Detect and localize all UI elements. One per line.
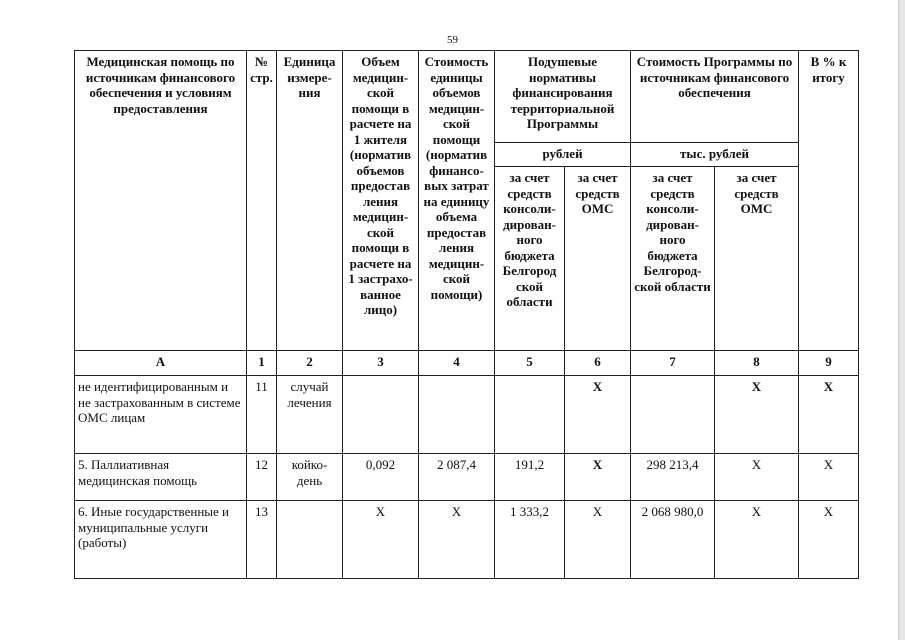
index-cell: 4 — [419, 351, 495, 376]
index-cell: 3 — [343, 351, 419, 376]
row-unit-cost: X — [419, 501, 495, 579]
index-cell: 9 — [799, 351, 859, 376]
header-col-5: за счет средств консоли-дирован-ного бюджета Белгород ской области — [495, 167, 565, 351]
row-per-capita-oms: X — [565, 454, 631, 501]
index-cell: 8 — [715, 351, 799, 376]
table-row — [75, 454, 859, 501]
row-volume — [343, 376, 419, 454]
row-cost-oms: X — [715, 501, 799, 579]
header-group-per-capita: Подушевые нормативы финансирования территориальной Программы — [495, 51, 631, 143]
header-col-a: Медицинская помощь по источникам финансового обеспечения и условиям предоставления — [75, 51, 247, 351]
row-cost-budget: 298 213,4 — [631, 454, 715, 501]
row-percent: X — [799, 501, 859, 579]
row-percent: X — [799, 376, 859, 454]
row-percent: X — [799, 454, 859, 501]
index-cell: 2 — [277, 351, 343, 376]
row-per-capita-budget: 191,2 — [495, 454, 565, 501]
header-col-2: Единица измере-ния — [277, 51, 343, 351]
header-unit-thousand-rubles: тыс. рублей — [631, 143, 799, 167]
row-per-capita-budget — [495, 376, 565, 454]
row-cost-budget: 2 068 980,0 — [631, 501, 715, 579]
row-per-capita-oms: X — [565, 501, 631, 579]
index-cell: 1 — [247, 351, 277, 376]
row-unit — [277, 501, 343, 579]
header-col-1: № стр. — [247, 51, 277, 351]
header-col-9: В % к итогу — [799, 51, 859, 351]
header-col-6: за счет средств ОМС — [565, 167, 631, 351]
header-group-program-cost: Стоимость Программы по источникам финансового обеспечения — [631, 51, 799, 143]
row-line-number: 13 — [247, 501, 277, 579]
index-cell: А — [75, 351, 247, 376]
row-per-capita-oms: X — [565, 376, 631, 454]
row-line-number: 11 — [247, 376, 277, 454]
row-name: 5. Паллиативная медицинская помощь — [75, 454, 247, 501]
table-row — [75, 376, 859, 454]
row-unit-cost — [419, 376, 495, 454]
header-row-1 — [75, 51, 859, 143]
row-unit: случай лечения — [277, 376, 343, 454]
row-per-capita-budget: 1 333,2 — [495, 501, 565, 579]
index-cell: 6 — [565, 351, 631, 376]
row-volume: X — [343, 501, 419, 579]
row-line-number: 12 — [247, 454, 277, 501]
row-name: не идентифицированным и не застрахованным в системе ОМС лицам — [75, 376, 247, 454]
row-unit-cost: 2 087,4 — [419, 454, 495, 501]
row-cost-oms: X — [715, 376, 799, 454]
row-unit: койко-день — [277, 454, 343, 501]
row-volume: 0,092 — [343, 454, 419, 501]
column-index-row — [75, 351, 859, 376]
row-cost-budget — [631, 376, 715, 454]
header-col-7: за счет средств консоли-дирован-ного бюджета Белгород-ской области — [631, 167, 715, 351]
index-cell: 5 — [495, 351, 565, 376]
header-col-4: Стоимость единицы объемов медицин-ской помощи (норматив финансо-вых затрат на единицу объема предостав ления медицин-ской помощи) — [419, 51, 495, 351]
scan-edge — [898, 0, 905, 640]
page-number: 59 — [447, 34, 458, 46]
row-name: 6. Иные государственные и муниципальные услуги (работы) — [75, 501, 247, 579]
row-cost-oms: X — [715, 454, 799, 501]
index-cell: 7 — [631, 351, 715, 376]
financing-table — [74, 50, 859, 579]
header-col-3: Объем медицин-ской помощи в расчете на 1 жителя (норматив объемов предостав ления медицин-ской помощи в расчете на 1 застрахо-ванное лицо) — [343, 51, 419, 351]
header-unit-rubles: рублей — [495, 143, 631, 167]
table-row — [75, 501, 859, 579]
header-col-8: за счет средств ОМС — [715, 167, 799, 351]
